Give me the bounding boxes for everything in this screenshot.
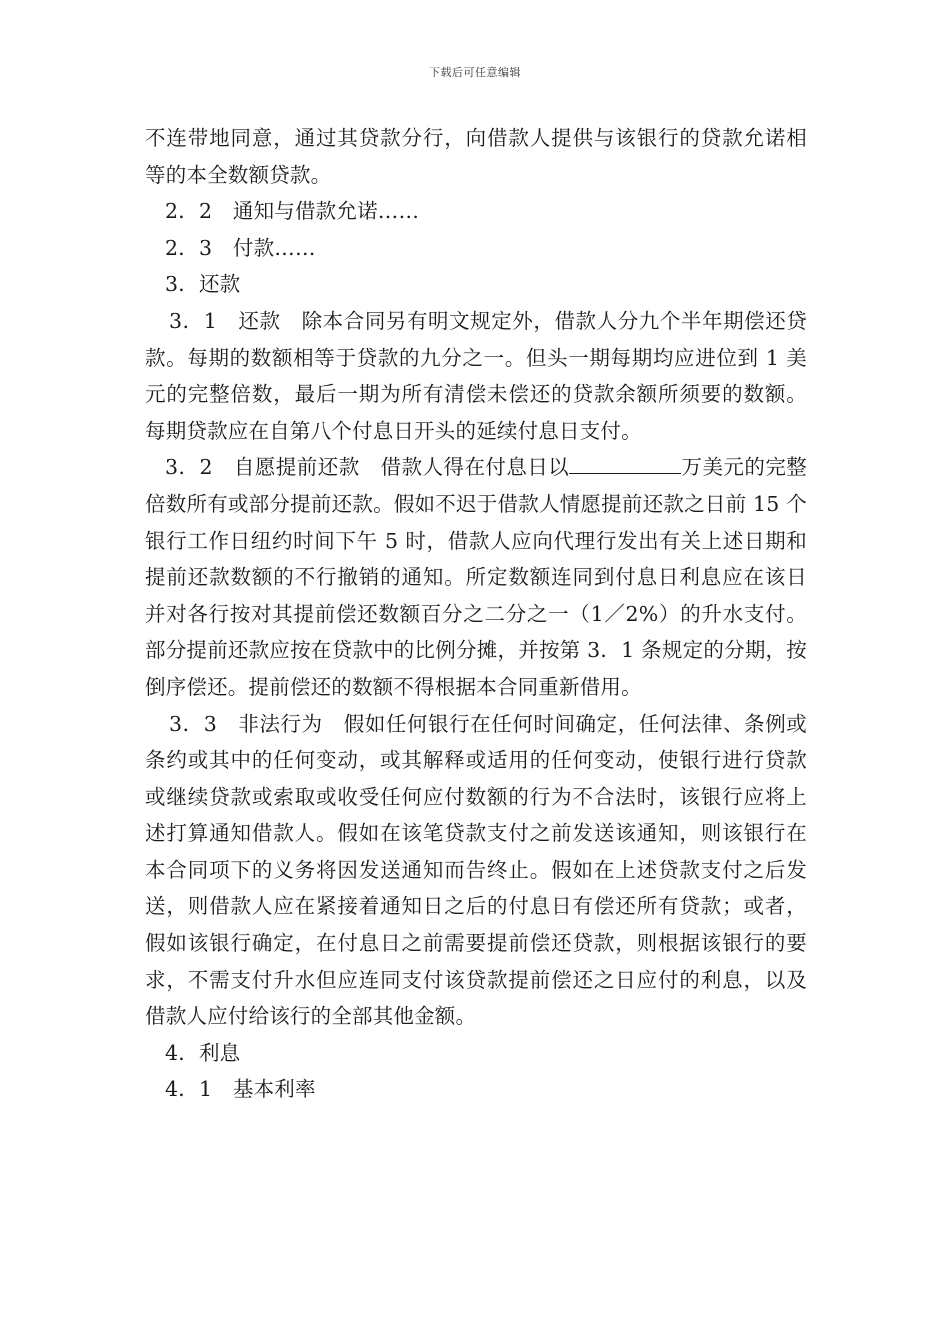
section-4-heading: 4．利息 <box>165 1040 241 1065</box>
clause-4-1: 4．1 基本利率 <box>165 1077 316 1102</box>
page-header-note: 下载后可任意编辑 <box>429 66 521 79</box>
paragraph-continuation: 不连带地同意，通过其贷款分行，向借款人提供与该银行的贷款允诺相等的本全数额贷款。 <box>145 126 807 187</box>
clause-3-2-part-b: 万美元的完整倍数所有或部分提前还款。假如不迟于借款人情愿提前还款之日前 15 个银行工作日纽约时间下午 5 时，借款人应向代理行发出有关上述日期和提前还款数额的不行撤销的通知。所定数额连同到付息日利息应在该日并对各行按对其提前偿还数额百分之二分之一（1／2%）的升水支付。部分提前还款应按在贷款中的比例分摊，并按第 3．1 条规定的分期，按倒序偿还。提前偿还的数额不得根据本合同重新借用。 <box>145 455 807 699</box>
clause-3-2 <box>145 449 807 705</box>
document-body <box>145 120 807 1108</box>
clause-3-1: 3．1 还款 除本合同另有明文规定外，借款人分九个半年期偿还贷款。每期的数额相等于贷款的九分之一。但头一期每期均应进位到 1 美元的完整倍数，最后一期为所有清偿未偿还的贷款余额所须要的数额。每期贷款应在自第八个付息日开头的延续付息日支付。 <box>145 308 807 443</box>
amount-blank-line <box>569 453 681 474</box>
clause-3-2-part-a: 3．2 自愿提前还款 借款人得在付息日以 <box>165 455 570 480</box>
clause-3-3: 3．3 非法行为 假如任何银行在任何时间确定，任何法律、条例或条约或其中的任何变动，或其解释或适用的任何变动，使银行进行贷款或继续贷款或索取或收受任何应付数额的行为不合法时，该银行应将上述打算通知借款人。假如在该笔贷款支付之前发送该通知，则该银行在本合同项下的义务将因发送通知而告终止。假如在上述贷款支付之后发送，则借款人应在紧接着通知日之后的付息日有偿还所有贷款；或者，假如该银行确定，在付息日之前需要提前偿还贷款，则根据该银行的要求，不需支付升水但应连同支付该贷款提前偿还之日应付的利息，以及借款人应付给该行的全部其他金额。 <box>145 711 807 1029</box>
clause-2-2: 2．2 通知与借款允诺…… <box>165 199 420 224</box>
section-3-heading: 3．还款 <box>165 272 241 297</box>
clause-2-3: 2．3 付款…… <box>165 235 316 260</box>
